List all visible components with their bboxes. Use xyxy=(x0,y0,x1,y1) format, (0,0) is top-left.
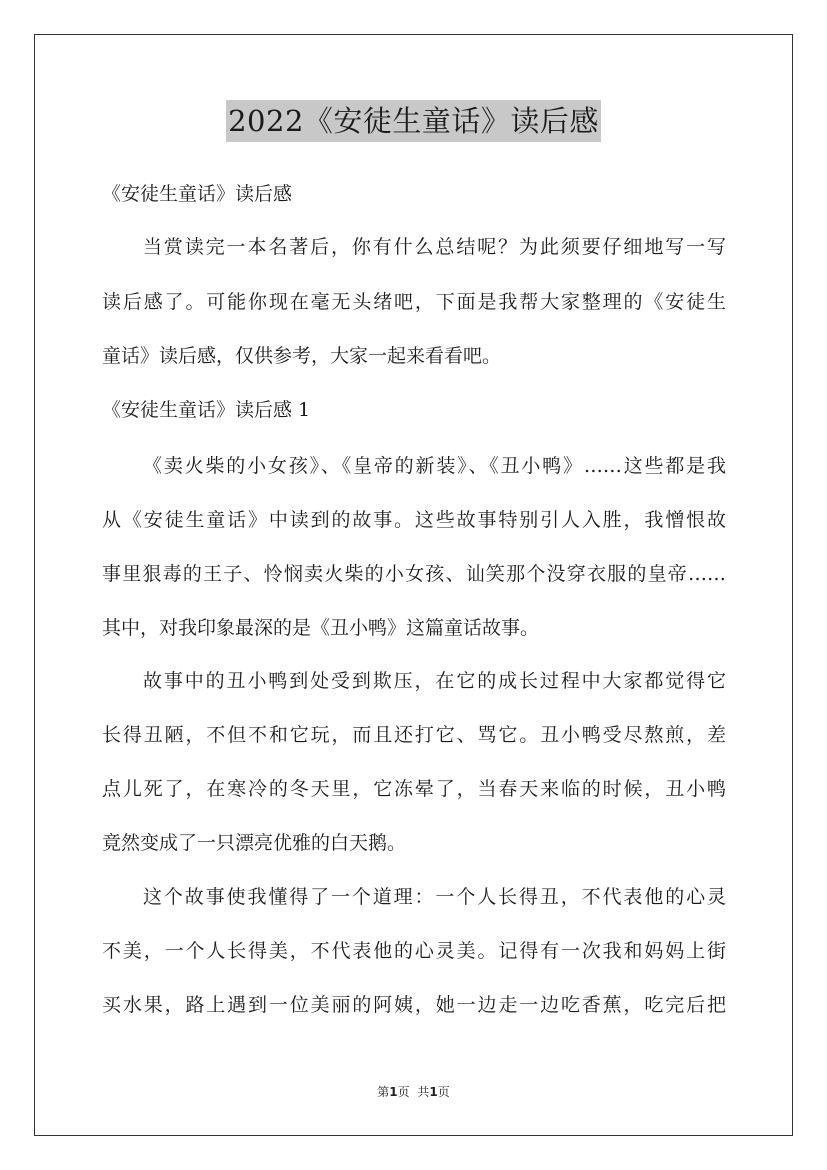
para2-line-1: 故事中的丑小鸭到处受到欺压，在它的成长过程中大家都觉得它 xyxy=(143,670,726,692)
page-number: 1 xyxy=(389,1085,398,1099)
document-title: 2022《安徒生童话》读后感 xyxy=(226,100,601,142)
para1-line-1: 《卖火柴的小女孩》、《皇帝的新装》、《丑小鸭》……这些都是我 xyxy=(143,455,726,477)
intro-line-2: 读后感了。可能你现在毫无头绪吧，下面是我帮大家整理的《安徒生 xyxy=(102,291,726,313)
para2-line-4: 竟然变成了一只漂亮优雅的白天鹅。 xyxy=(102,832,407,854)
para2-line-2: 长得丑陋，不但不和它玩，而且还打它、骂它。丑小鸭受尽熬煎，差 xyxy=(102,724,726,746)
para1-line-4: 其中，对我印象最深的是《丑小鸭》这篇童话故事。 xyxy=(102,617,540,639)
para3-line-3: 买水果，路上遇到一位美丽的阿姨，她一边走一边吃香蕉，吃完后把 xyxy=(102,994,726,1016)
para3-line-1: 这个故事使我懂得了一个道理：一个人长得丑，不代表他的心灵 xyxy=(143,886,726,908)
section-heading-1: 《安徒生童话》读后感 1 xyxy=(102,399,311,421)
para3-line-2: 不美，一个人长得美，不代表他的心灵美。记得有一次我和妈妈上街 xyxy=(102,940,726,962)
title-container xyxy=(0,100,827,142)
total-label-prefix: 共 xyxy=(417,1085,430,1099)
para1-line-2: 从《安徒生童话》中读到的故事。这些故事特别引人入胜，我憎恨故 xyxy=(102,509,726,531)
subtitle: 《安徒生童话》读后感 xyxy=(102,183,293,205)
para2-line-3: 点儿死了，在寒冷的冬天里，它冻晕了，当春天来临的时候，丑小鸭 xyxy=(102,778,726,800)
page-footer xyxy=(0,1084,827,1100)
total-pages: 1 xyxy=(429,1085,438,1099)
page-label-suffix: 页 xyxy=(397,1085,410,1099)
total-label-suffix: 页 xyxy=(437,1085,450,1099)
intro-line-3: 童话》读后感，仅供参考，大家一起来看看吧。 xyxy=(102,345,502,367)
page-label-prefix: 第 xyxy=(377,1085,390,1099)
intro-line-1: 当赏读完一本名著后，你有什么总结呢？为此须要仔细地写一写 xyxy=(143,236,726,258)
para1-line-3: 事里狠毒的王子、怜悯卖火柴的小女孩、讪笑那个没穿衣服的皇帝…… xyxy=(102,563,726,585)
